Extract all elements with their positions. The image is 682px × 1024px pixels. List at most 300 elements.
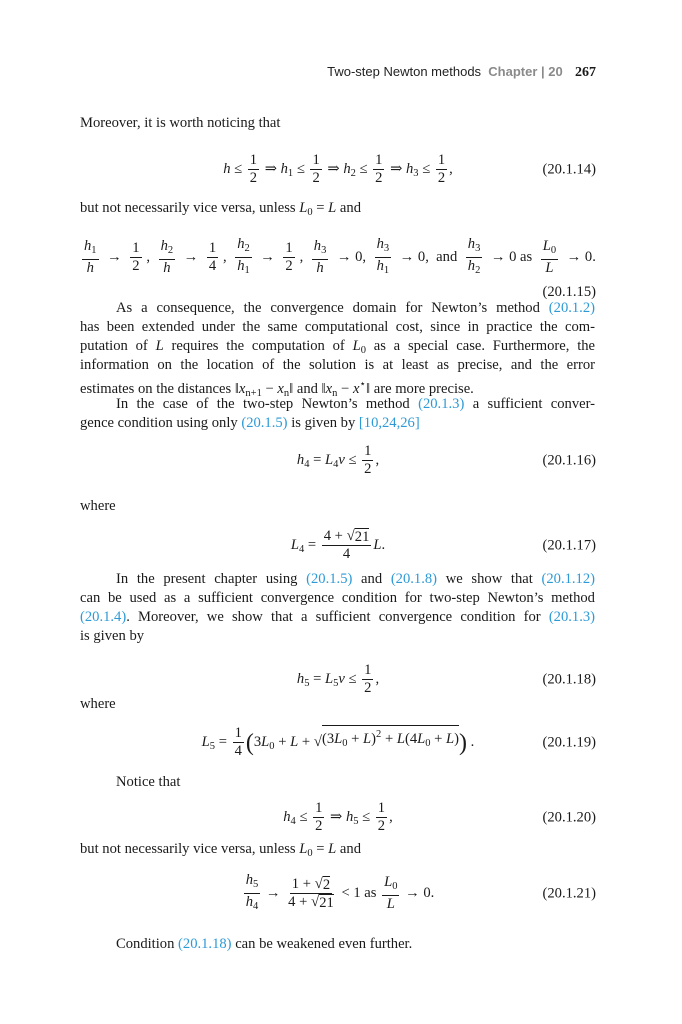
math-text: , <box>223 249 231 265</box>
display-equation <box>80 872 596 915</box>
subscript: 0 <box>550 245 557 256</box>
math-text: . <box>467 734 475 750</box>
numerator <box>283 240 294 258</box>
math-text: ≤ <box>355 160 372 177</box>
superscript: 2 <box>376 729 382 740</box>
math-symbol: h <box>237 258 245 274</box>
text-line <box>80 497 596 516</box>
math-text: 1 <box>208 240 217 256</box>
fraction <box>235 236 252 279</box>
math-text: ≤ <box>295 808 312 825</box>
math-text: 2 <box>364 680 372 696</box>
fraction <box>310 152 321 187</box>
math-symbol: h <box>237 236 245 252</box>
math-text: < 1 as <box>337 884 381 901</box>
subscript: 3 <box>413 167 419 179</box>
math-text: 1 <box>375 152 383 168</box>
math-symbol: h <box>245 872 253 888</box>
display-equation <box>80 725 596 760</box>
math-symbol: x <box>277 381 284 397</box>
subscript: 2 <box>350 167 356 179</box>
math-symbol: L <box>201 734 210 750</box>
subscript: 2 <box>244 243 250 254</box>
text: In the case of the two-step Newton’s method <box>116 396 419 412</box>
fraction <box>207 240 218 275</box>
numerator <box>466 236 483 258</box>
equation-body <box>202 725 475 760</box>
math-text: ≤ <box>293 160 309 177</box>
denominator <box>161 260 172 277</box>
subscript: 0 <box>307 207 313 218</box>
text: is given by <box>287 415 359 431</box>
denominator <box>233 743 244 760</box>
cross-reference-link[interactable]: (20.1.18) <box>178 936 232 952</box>
fraction <box>248 152 259 187</box>
math-text: ≤ <box>230 160 246 177</box>
fraction <box>373 152 384 187</box>
numerator <box>82 238 99 260</box>
math-symbol: L <box>328 841 337 857</box>
math-text: + <box>347 731 364 747</box>
math-symbol: L <box>373 536 382 553</box>
denominator <box>248 170 259 187</box>
fraction <box>362 662 373 697</box>
radical-sign-icon: √ <box>314 876 323 892</box>
math-text: 2 <box>312 170 320 186</box>
text: ‖ and ‖ <box>289 381 326 397</box>
cross-reference-link[interactable]: (20.1.4) <box>80 609 127 625</box>
math-symbol: h <box>376 258 384 274</box>
text: but not necessarily vice versa, unless <box>80 200 300 216</box>
math-symbol: L <box>324 670 334 687</box>
math-text: 1 <box>285 240 293 256</box>
radicand: 21 <box>319 895 334 911</box>
denominator <box>385 896 397 913</box>
text-line <box>80 337 596 356</box>
paragraph <box>80 840 596 859</box>
subscript: 0 <box>307 848 313 859</box>
fraction <box>313 800 324 835</box>
math-symbol: L <box>386 896 395 912</box>
text: and <box>352 571 391 587</box>
numerator <box>362 662 373 680</box>
numerator <box>233 725 244 743</box>
math-symbol: h <box>223 160 231 177</box>
square-root <box>315 876 331 893</box>
math-symbol: L <box>384 874 393 890</box>
math-symbol: h <box>160 238 168 254</box>
subscript: 0 <box>392 881 398 892</box>
math-text: → <box>103 249 126 265</box>
math-text: 1 <box>132 240 140 256</box>
math-text: → 0, and <box>396 249 461 265</box>
math-symbol: h <box>296 670 305 687</box>
paragraph <box>80 199 596 218</box>
math-text: 4 + <box>323 528 347 544</box>
text: requires the computation of <box>163 338 353 354</box>
text: Notice that <box>116 774 181 790</box>
numerator <box>244 872 261 894</box>
math-symbol: v <box>338 451 345 468</box>
subscript: n <box>332 388 338 399</box>
math-symbol: h <box>84 238 92 254</box>
text: where <box>80 498 116 514</box>
subscript: 1 <box>91 245 97 256</box>
paragraph <box>80 395 596 433</box>
paragraph <box>80 695 596 714</box>
text-line <box>80 414 596 433</box>
text: estimates on the distances ‖ <box>80 381 239 397</box>
header-chapter: Chapter | 20 <box>488 64 563 79</box>
math-text: 1 <box>437 152 446 168</box>
math-symbol: L <box>299 841 308 857</box>
display-equation <box>80 236 596 300</box>
text: where <box>80 696 116 712</box>
text: putation of <box>80 338 156 354</box>
cross-reference-link[interactable]: (20.1.5) <box>306 571 353 587</box>
square-root <box>347 528 370 545</box>
square-root <box>311 894 334 911</box>
equation-number: (20.1.18) <box>542 671 596 687</box>
cross-reference-link[interactable]: (20.1.5) <box>241 415 288 431</box>
math-text: → 0. <box>401 884 435 901</box>
math-text: 2 <box>377 818 386 834</box>
math-text: + <box>381 731 397 747</box>
math-symbol: h <box>163 260 171 276</box>
math-text: ≤ <box>358 808 374 825</box>
radical-sign-icon: √ <box>313 734 322 750</box>
math-symbol: h <box>467 258 476 274</box>
numerator <box>312 238 329 260</box>
text: . Moreover, we show that a sufficient convergence condition for <box>126 609 549 625</box>
math-text: 1 <box>377 800 386 816</box>
math-symbol: h <box>296 451 305 468</box>
fraction <box>82 238 99 277</box>
math-text: → 0 as <box>487 249 536 265</box>
math-symbol: h <box>313 238 322 254</box>
math-text: = <box>304 536 320 553</box>
fraction <box>130 240 141 275</box>
math-text: 1 <box>364 443 372 459</box>
text-line <box>80 318 596 337</box>
math-text: ⇒ <box>326 808 346 825</box>
math-text: , <box>375 451 380 468</box>
fraction <box>322 528 372 563</box>
math-symbol: v <box>338 670 345 687</box>
numerator <box>159 238 176 260</box>
math-text: 4 + <box>288 894 311 910</box>
square-root <box>314 725 459 751</box>
fraction <box>283 240 294 275</box>
equation-body <box>283 800 393 835</box>
subscript: n <box>283 388 290 399</box>
numerator <box>248 152 259 170</box>
denominator <box>341 546 352 563</box>
text-line <box>80 199 596 218</box>
math-text: 2 <box>375 170 383 186</box>
denominator <box>130 258 141 275</box>
math-symbol: h <box>406 160 414 177</box>
math-symbol: L <box>352 338 361 354</box>
math-text: ) <box>454 731 460 747</box>
text-line <box>80 627 596 646</box>
math-symbol: h <box>280 160 288 177</box>
text: can be weakened even further. <box>231 936 413 952</box>
subscript: 4 <box>304 458 310 470</box>
math-text: → 0. <box>563 249 596 265</box>
subscript: 4 <box>333 458 339 470</box>
numerator <box>375 236 392 258</box>
display-equation <box>80 443 596 478</box>
denominator <box>314 260 325 277</box>
text: but not necessarily vice versa, unless <box>80 841 300 857</box>
running-header <box>327 64 596 81</box>
denominator <box>85 260 96 277</box>
math-text: 1 <box>312 152 320 168</box>
text: has been extended under the same computational cost, since in practice the com- <box>80 319 595 335</box>
math-text: 4 <box>342 546 351 562</box>
math-symbol: h <box>283 808 291 825</box>
math-symbol: L <box>155 338 164 354</box>
fraction <box>382 874 399 913</box>
math-text: + <box>430 731 447 747</box>
paragraph <box>80 773 596 792</box>
equation-body <box>291 528 385 563</box>
equation-number: (20.1.19) <box>542 734 596 751</box>
big-parenthesis: ) <box>459 730 468 756</box>
radical-sign-icon: √ <box>310 894 320 910</box>
fraction <box>286 876 336 911</box>
math-symbol: h <box>376 236 384 252</box>
big-parenthesis: ( <box>245 730 254 756</box>
denominator <box>235 258 252 279</box>
subscript: 3 <box>383 243 390 254</box>
math-symbol: x <box>325 381 333 397</box>
math-text: 2 <box>249 170 258 186</box>
text: gence condition using only <box>80 415 242 431</box>
page-number: 267 <box>575 65 596 80</box>
text: ‖ are more precise. <box>366 381 474 397</box>
math-symbol: h <box>345 808 354 825</box>
radical-sign-icon: √ <box>346 528 355 544</box>
math-text: = <box>312 841 329 857</box>
paragraph <box>80 114 596 133</box>
math-symbol: L <box>290 536 299 553</box>
denominator <box>313 818 324 835</box>
math-text: 1 <box>364 662 372 678</box>
subscript: 2 <box>475 265 481 276</box>
math-text: 1 <box>234 725 242 742</box>
superscript: ⋆ <box>359 379 366 390</box>
math-text: = <box>312 200 329 216</box>
cross-reference-link[interactable]: (20.1.12) <box>541 571 596 587</box>
text: and <box>336 841 362 857</box>
paragraph <box>80 570 596 646</box>
paragraph <box>80 299 596 399</box>
text: information on the location of the solution is at least as precise, and the error <box>80 357 596 373</box>
math-text: → <box>180 249 202 265</box>
radicand: 2 <box>322 877 331 893</box>
math-text: → <box>256 249 279 265</box>
math-symbol: L <box>324 451 334 468</box>
text: as a special case. Furthermore, the <box>365 338 596 354</box>
math-text: → 0, <box>333 249 370 265</box>
text: In the present chapter using <box>116 571 307 587</box>
subscript: 5 <box>304 677 310 689</box>
math-symbol: L <box>299 200 308 216</box>
math-text: . <box>381 536 386 553</box>
math-text: − <box>261 381 278 397</box>
fraction <box>159 238 176 277</box>
math-text: + <box>298 734 314 750</box>
text: is given by <box>80 628 145 644</box>
denominator <box>283 258 294 275</box>
radicand: 21 <box>354 529 370 545</box>
fraction <box>466 236 483 279</box>
equation-number: (20.1.15) <box>542 284 596 300</box>
numerator <box>382 874 399 896</box>
math-symbol: h <box>467 236 476 252</box>
fraction <box>376 800 387 835</box>
numerator <box>313 800 324 818</box>
math-text: + <box>274 734 291 750</box>
math-symbol: h <box>245 894 253 910</box>
fraction <box>436 152 447 187</box>
math-symbol: L <box>363 731 372 747</box>
fraction <box>375 236 392 279</box>
text-line <box>80 356 596 375</box>
denominator <box>244 894 261 915</box>
numerator <box>207 240 218 258</box>
text: and <box>336 200 362 216</box>
equation-body <box>297 443 379 478</box>
math-symbol: L <box>261 734 270 750</box>
cross-reference-link[interactable]: (20.1.3) <box>418 396 465 412</box>
paragraph <box>80 935 596 954</box>
subscript: 1 <box>383 265 390 276</box>
subscript: 4 <box>253 901 259 912</box>
text-line <box>80 570 596 589</box>
numerator <box>376 800 387 818</box>
math-symbol: x <box>238 381 246 397</box>
fraction <box>541 238 558 277</box>
numerator <box>290 876 332 894</box>
math-text: , <box>146 249 154 265</box>
equation-body <box>297 662 379 697</box>
text-line <box>80 840 596 859</box>
subscript: 1 <box>287 167 294 179</box>
denominator <box>375 258 392 279</box>
math-text: (4 <box>404 731 418 747</box>
subscript: 0 <box>360 345 366 356</box>
text-line <box>80 935 596 954</box>
denominator <box>207 258 218 275</box>
subscript: 3 <box>475 243 481 254</box>
equation-number: (20.1.20) <box>542 809 596 825</box>
subscript: 0 <box>269 741 275 752</box>
paragraph <box>80 497 596 516</box>
display-equation <box>80 528 596 563</box>
denominator <box>543 260 555 277</box>
math-text: 1 + <box>291 876 315 892</box>
text: a sufficient conver- <box>464 396 596 412</box>
math-symbol: L <box>417 731 426 747</box>
subscript: 0 <box>342 738 348 749</box>
equation-number: (20.1.21) <box>542 885 596 901</box>
math-text: ≤ <box>344 451 361 468</box>
subscript: 1 <box>244 265 250 276</box>
numerator <box>541 238 558 260</box>
math-text: 4 <box>208 258 217 274</box>
subscript: 2 <box>167 245 174 256</box>
denominator <box>286 894 336 911</box>
fraction <box>362 443 373 478</box>
math-symbol: h <box>316 260 324 276</box>
numerator <box>310 152 321 170</box>
subscript: 5 <box>253 879 259 890</box>
math-text: , <box>299 249 307 265</box>
math-text: , <box>449 160 453 177</box>
math-symbol: h <box>86 260 94 276</box>
math-text: 4 <box>234 743 242 760</box>
equation-number: (20.1.16) <box>542 452 596 468</box>
cross-reference-link[interactable]: [10,24,26] <box>358 415 420 431</box>
math-text: − <box>337 381 353 397</box>
cross-reference-link[interactable]: (20.1.3) <box>548 609 596 625</box>
text-line <box>80 395 596 414</box>
text: Moreover, it is worth noticing that <box>80 115 281 131</box>
denominator <box>376 818 387 835</box>
math-text: = <box>309 670 325 687</box>
cross-reference-link[interactable]: (20.1.2) <box>548 300 595 316</box>
math-symbol: x <box>352 381 360 397</box>
math-text: , <box>389 808 393 825</box>
numerator <box>235 236 252 258</box>
display-equation <box>80 800 596 835</box>
math-text: 2 <box>132 258 140 274</box>
equation-number: (20.1.14) <box>542 161 596 177</box>
math-text: ≤ <box>418 160 434 177</box>
math-text: = <box>309 451 325 468</box>
header-title: Two-step Newton methods <box>327 64 482 79</box>
math-text: 2 <box>437 170 446 186</box>
math-symbol: L <box>396 731 405 747</box>
subscript: 4 <box>298 543 305 555</box>
math-text: ⇒ <box>386 160 406 177</box>
math-text: (3 <box>321 731 335 747</box>
math-text: ≤ <box>344 670 361 687</box>
equation-body <box>223 152 453 187</box>
math-text: 1 <box>249 152 258 168</box>
math-symbol: L <box>290 734 299 750</box>
math-symbol: L <box>334 731 343 747</box>
math-symbol: L <box>545 260 554 276</box>
math-symbol: L <box>446 731 455 747</box>
math-text: ) <box>371 731 377 747</box>
cross-reference-link[interactable]: (20.1.8) <box>390 571 438 587</box>
math-text: 3 <box>253 734 262 750</box>
fraction <box>233 725 244 760</box>
denominator <box>373 170 384 187</box>
equation-number: (20.1.17) <box>542 537 596 553</box>
text: Condition <box>116 936 179 952</box>
numerator <box>362 443 373 461</box>
text-line <box>80 114 596 133</box>
subscript: 4 <box>290 815 296 827</box>
math-symbol: h <box>343 160 351 177</box>
display-equation <box>80 152 596 187</box>
math-symbol: L <box>328 200 337 216</box>
